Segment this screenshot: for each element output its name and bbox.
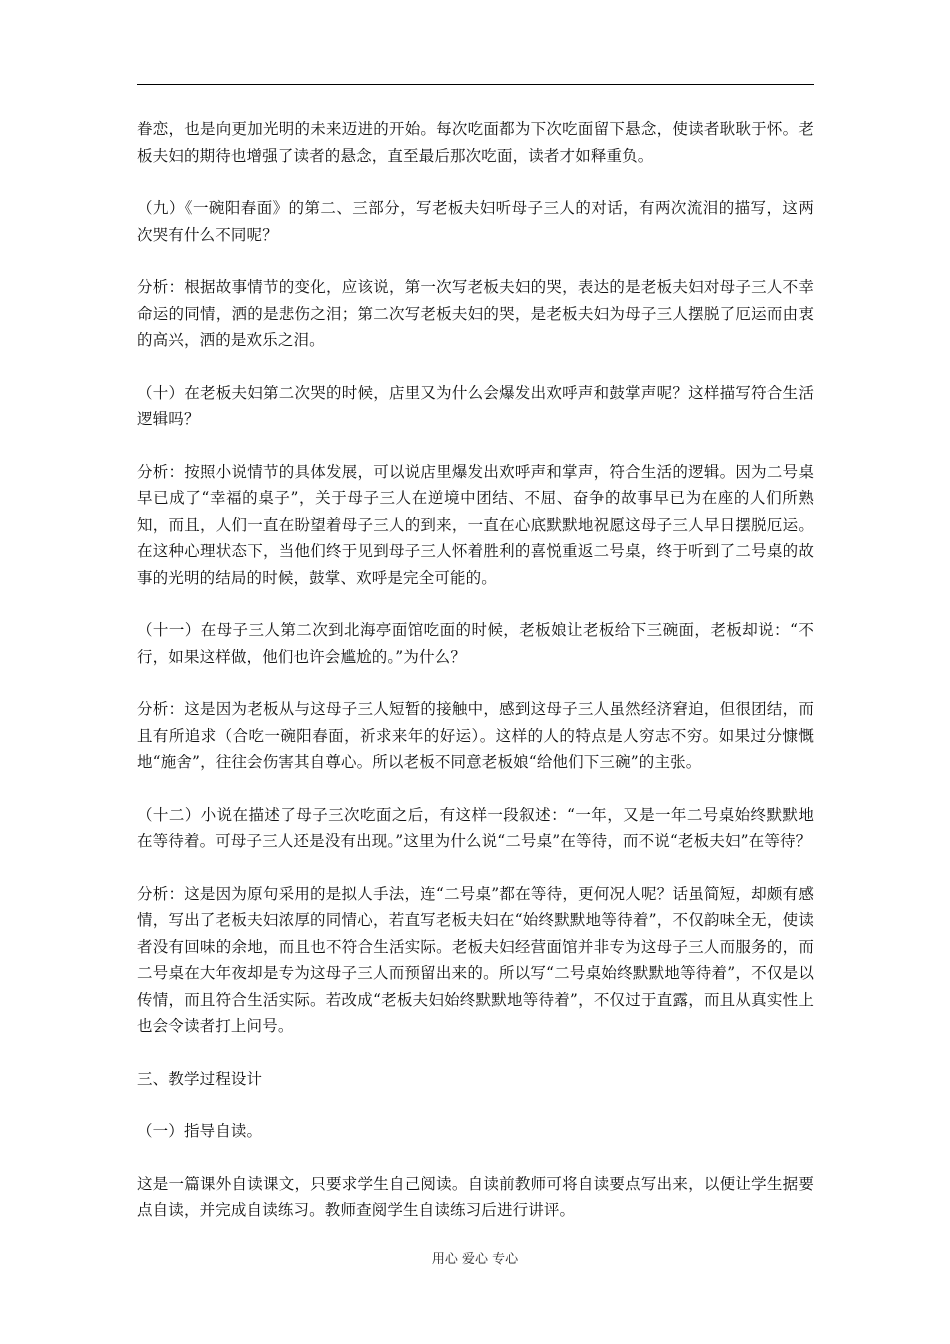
question-12: （十二）小说在描述了母子三次吃面之后，有这样一段叙述：“一年，又是一年二号桌始终默默地在等待着。可母子三人还是没有出现。”这里为什么说“二号桌”在等待，而不说“老板夫妇”在等待？: [137, 805, 814, 850]
analysis-11: 分析：这是因为老板从与这母子三人短暂的接触中，感到这母子三人虽然经济窘迫，但很团结，而且有所追求（合吃一碗阳春面，祈求来年的好运）。这样的人的特点是人穷志不穷。如果过分慷慨地“施舍”，往往会伤害其自尊心。所以老板不同意老板娘“给他们下三碗”的主张。: [137, 700, 814, 771]
document-body: [137, 116, 814, 1250]
subsection-heading-1: （一）指导自读。: [137, 1122, 263, 1140]
section-heading-3: 三、教学过程设计: [137, 1069, 263, 1088]
question-11: （十一）在母子三人第二次到北海亭面馆吃面的时候，老板娘让老板给下三碗面，老板却说：“不行，如果这样做，他们也许会尴尬的。”为什么？: [137, 621, 814, 666]
page-footer: 用心 爱心 专心: [431, 1252, 519, 1267]
header-rule: [137, 84, 814, 85]
paragraph-continuation: 眷恋，也是向更加光明的未来迈进的开始。每次吃面都为下次吃面留下悬念，使读者耿耿于怀。老板夫妇的期待也增强了读者的悬念，直至最后那次吃面，读者才如释重负。: [137, 120, 814, 165]
question-10: （十）在老板夫妇第二次哭的时候，店里又为什么会爆发出欢呼声和鼓掌声呢？这样描写符合生活逻辑吗？: [137, 383, 814, 428]
paragraph-self-reading: 这是一篇课外自读课文，只要求学生自己阅读。自读前教师可将自读要点写出来，以便让学生据要点自读，并完成自读练习。教师查阅学生自读练习后进行讲评。: [137, 1174, 814, 1219]
analysis-12: 分析：这是因为原句采用的是拟人手法，连“二号桌”都在等待，更何况人呢？话虽简短，却颇有感情，写出了老板夫妇浓厚的同情心，若直写老板夫妇在“始终默默地等待着”，不仅韵味全无，使读者没有回味的余地，而且也不符合生活实际。老板夫妇经营面馆并非专为这母子三人而服务的，而二号桌在大年夜却是专为这母子三人而预留出来的。所以写“二号桌始终默默地等待着”，不仅是以传情，而且符合生活实际。若改成“老板夫妇始终默默地等待着”，不仅过于直露，而且从真实性上也会令读者打上问号。: [137, 884, 814, 1035]
analysis-9: 分析：根据故事情节的变化，应该说，第一次写老板夫妇的哭，表达的是老板夫妇对母子三人不幸命运的同情，洒的是悲伤之泪；第二次写老板夫妇的哭，是老板夫妇为母子三人摆脱了厄运而由衷的高兴，洒的是欢乐之泪。: [137, 278, 814, 349]
analysis-10: 分析：按照小说情节的具体发展，可以说店里爆发出欢呼声和掌声，符合生活的逻辑。因为二号桌早已成了“幸福的桌子”，关于母子三人在逆境中团结、不屈、奋争的故事早已为在座的人们所熟知，而且，人们一直在盼望着母子三人的到来，一直在心底默默地祝愿这母子三人早日摆脱厄运。在这种心理状态下，当他们终于见到母子三人怀着胜利的喜悦重返二号桌，终于听到了二号桌的故事的光明的结局的时候，鼓掌、欢呼是完全可能的。: [137, 462, 814, 587]
question-9: （九）《一碗阳春面》的第二、三部分，写老板夫妇听母子三人的对话，有两次流泪的描写，这两次哭有什么不同呢？: [137, 199, 814, 244]
